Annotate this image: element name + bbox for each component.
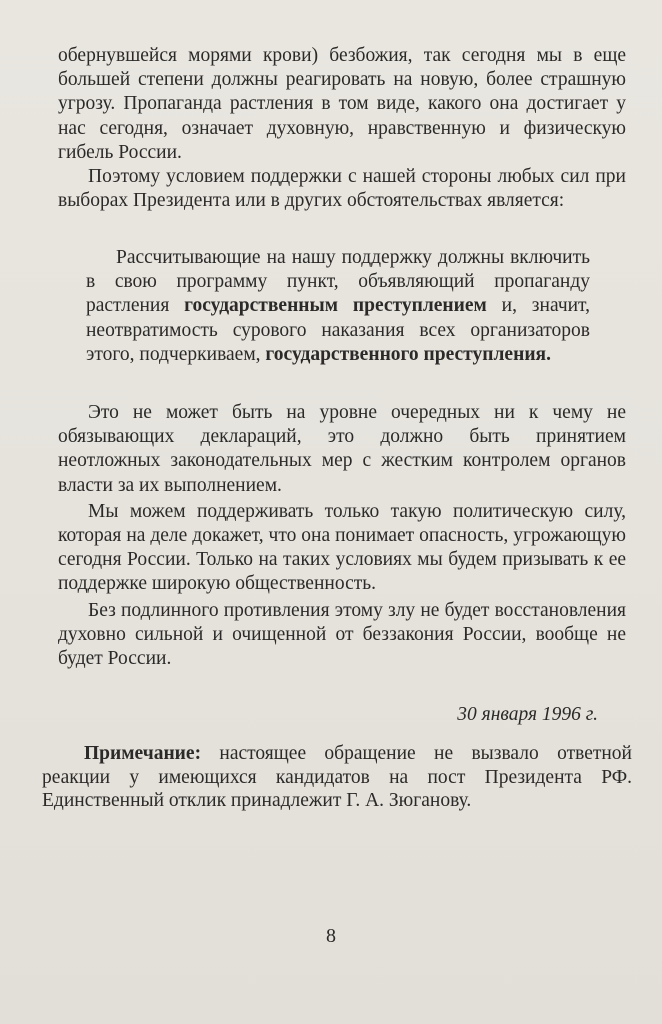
page-number: 8 — [326, 925, 336, 947]
quote-text-1: Рассчитывающие на нашу поддержку должны включить в свою программу пункт, объявляющий пропаганду растления — [86, 247, 590, 317]
quote-paragraph — [86, 246, 590, 367]
body-text-bottom — [58, 401, 626, 671]
paragraph-4: Мы можем поддерживать только такую политическую силу, которая на деле докажет, что она понимает опасность, угрожающую сегодня России. Только на таких условиях мы будем призывать к ее поддержке широкую общественность. — [58, 500, 626, 595]
paragraph-5: Без подлинного противления этому злу не будет восстановления духовно сильной и очищенной от беззакония России, вообще не будет России. — [58, 599, 626, 670]
quote-bold-1: государственным преступлением — [184, 295, 487, 317]
note-paragraph — [42, 742, 632, 813]
paragraph-1: обернувшейся морями крови) безбожия, так сегодня мы в еще большей степени должны реагировать на новую, более страшную угрозу. Пропаганда растления в том виде, какого она достигает у нас сегодня, означает духовную, нравственную и физическую гибель России. — [58, 45, 626, 163]
quote-bold-2: государственного преступления. — [265, 343, 551, 365]
quoted-condition — [86, 246, 590, 367]
note-label: Примечание: — [84, 743, 202, 764]
note-text: настоящее обращение не вызвало ответной реакции у имеющихся кандидатов на пост Президента РФ. Единственный отклик принадлежит Г. А. Зюганову. — [42, 743, 632, 811]
paragraph-3: Это не может быть на уровне очередных ни к чему не обязывающих деклараций, это должно быть принятием неотложных законодательных мер с жестким контролем органов власти за их выполнением. — [58, 402, 626, 496]
paragraph-2: Поэтому условием поддержки с нашей стороны любых сил при выборах Президента или в других обстоятельствах является: — [58, 166, 626, 212]
quote-text-2: и, значит, неотвратимость сурового наказания всех организаторов этого, подчеркиваем, — [86, 295, 590, 365]
note-block — [42, 742, 632, 813]
body-text-top — [58, 44, 626, 213]
document-date: 30 января 1996 г. — [457, 704, 598, 725]
